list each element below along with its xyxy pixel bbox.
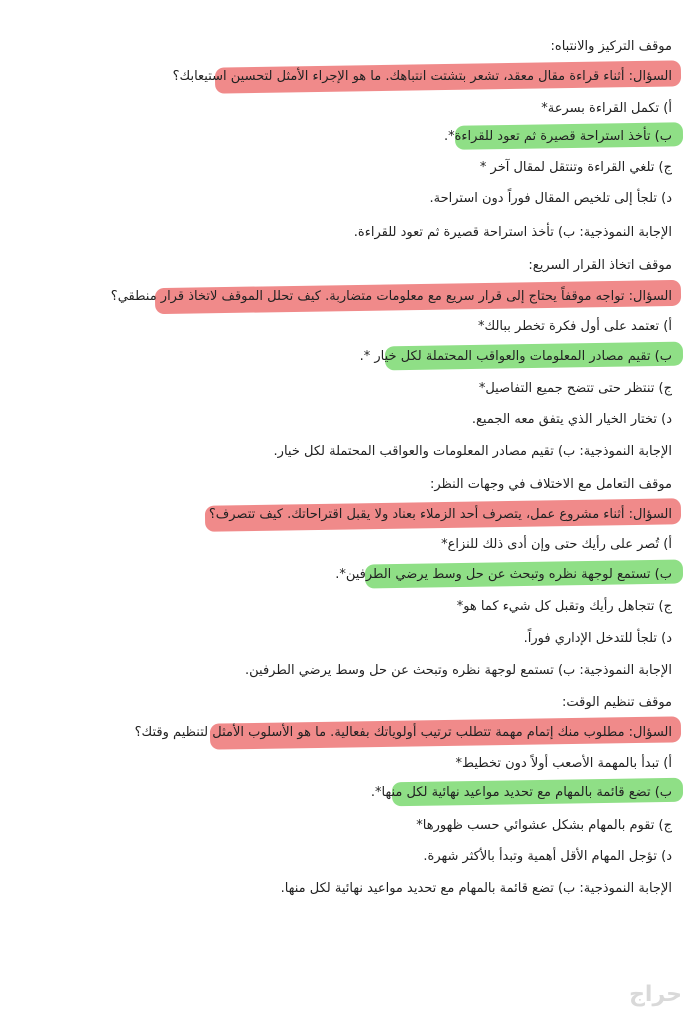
section-title: موقف اتخاذ القرار السريع: (528, 258, 672, 273)
question-text: السؤال: أثناء قراءة مقال معقد، تشعر بتشتت انتباهك. ما هو الإجراء الأمثل لتحسين استيعابك؟ (172, 69, 672, 84)
option-b: ب) تقيم مصادر المعلومات والعواقب المحتملة لكل خيار *. (359, 349, 672, 364)
section-title: موقف التعامل مع الاختلاف في وجهات النظر: (429, 477, 672, 492)
model-answer: الإجابة النموذجية: ب) تضع قائمة بالمهام مع تحديد مواعيد نهائية لكل منها. (280, 881, 672, 896)
option-d: د) تؤجل المهام الأقل أهمية وتبدأ بالأكثر شهرة. (423, 849, 672, 864)
option-b: ب) تستمع لوجهة نظره وتبحث عن حل وسط يرضي الطرفين*. (335, 567, 672, 582)
option-a: أ) تُصر على رأيك حتى وإن أدى ذلك للنزاع* (441, 537, 672, 552)
option-c: ج) تنتظر حتى تتضح جميع التفاصيل* (478, 381, 672, 396)
option-b: ب) تضع قائمة بالمهام مع تحديد مواعيد نهائية لكل منها*. (370, 785, 672, 800)
option-a: أ) تكمل القراءة بسرعة* (541, 101, 672, 116)
option-a: أ) تعتمد على أول فكرة تخطر ببالك* (477, 319, 672, 334)
option-d: د) تختار الخيار الذي يتفق معه الجميع. (471, 412, 672, 427)
question-text: السؤال: أثناء مشروع عمل، يتصرف أحد الزملاء بعناد ولا يقبل اقتراحاتك. كيف تتصرف؟ (208, 507, 672, 522)
section-title: موقف التركيز والانتباه: (550, 39, 672, 54)
option-d: د) تلجأ للتدخل الإداري فوراً. (523, 631, 672, 646)
question-text: السؤال: تواجه موقفاً يحتاج إلى قرار سريع مع معلومات متضاربة. كيف تحلل الموقف لاتخاذ قرار منطقي؟ (110, 289, 672, 304)
option-d: د) تلجأ إلى تلخيص المقال فوراً دون استراحة. (429, 191, 672, 206)
option-a: أ) تبدأ بالمهمة الأصعب أولاً دون تخطيط* (455, 756, 672, 771)
watermark-logo: حراج (629, 982, 682, 1007)
option-c: ج) تتجاهل رأيك وتقبل كل شيء كما هو* (456, 599, 672, 614)
question-text: السؤال: مطلوب منك إتمام مهمة تتطلب ترتيب أولوياتك بفعالية. ما هو الأسلوب الأمثل لتنظيم وقتك؟ (134, 725, 672, 740)
option-b: ب) تأخذ استراحة قصيرة ثم تعود للقراءة*. (443, 129, 672, 144)
option-c: ج) تلغي القراءة وتنتقل لمقال آخر * (479, 160, 672, 175)
model-answer: الإجابة النموذجية: ب) تستمع لوجهة نظره وتبحث عن حل وسط يرضي الطرفين. (245, 663, 672, 678)
option-c: ج) تقوم بالمهام بشكل عشوائي حسب ظهورها* (416, 818, 672, 833)
section-title: موقف تنظيم الوقت: (561, 695, 672, 710)
model-answer: الإجابة النموذجية: ب) تقيم مصادر المعلومات والعواقب المحتملة لكل خيار. (273, 444, 672, 459)
model-answer: الإجابة النموذجية: ب) تأخذ استراحة قصيرة ثم تعود للقراءة. (353, 225, 672, 240)
